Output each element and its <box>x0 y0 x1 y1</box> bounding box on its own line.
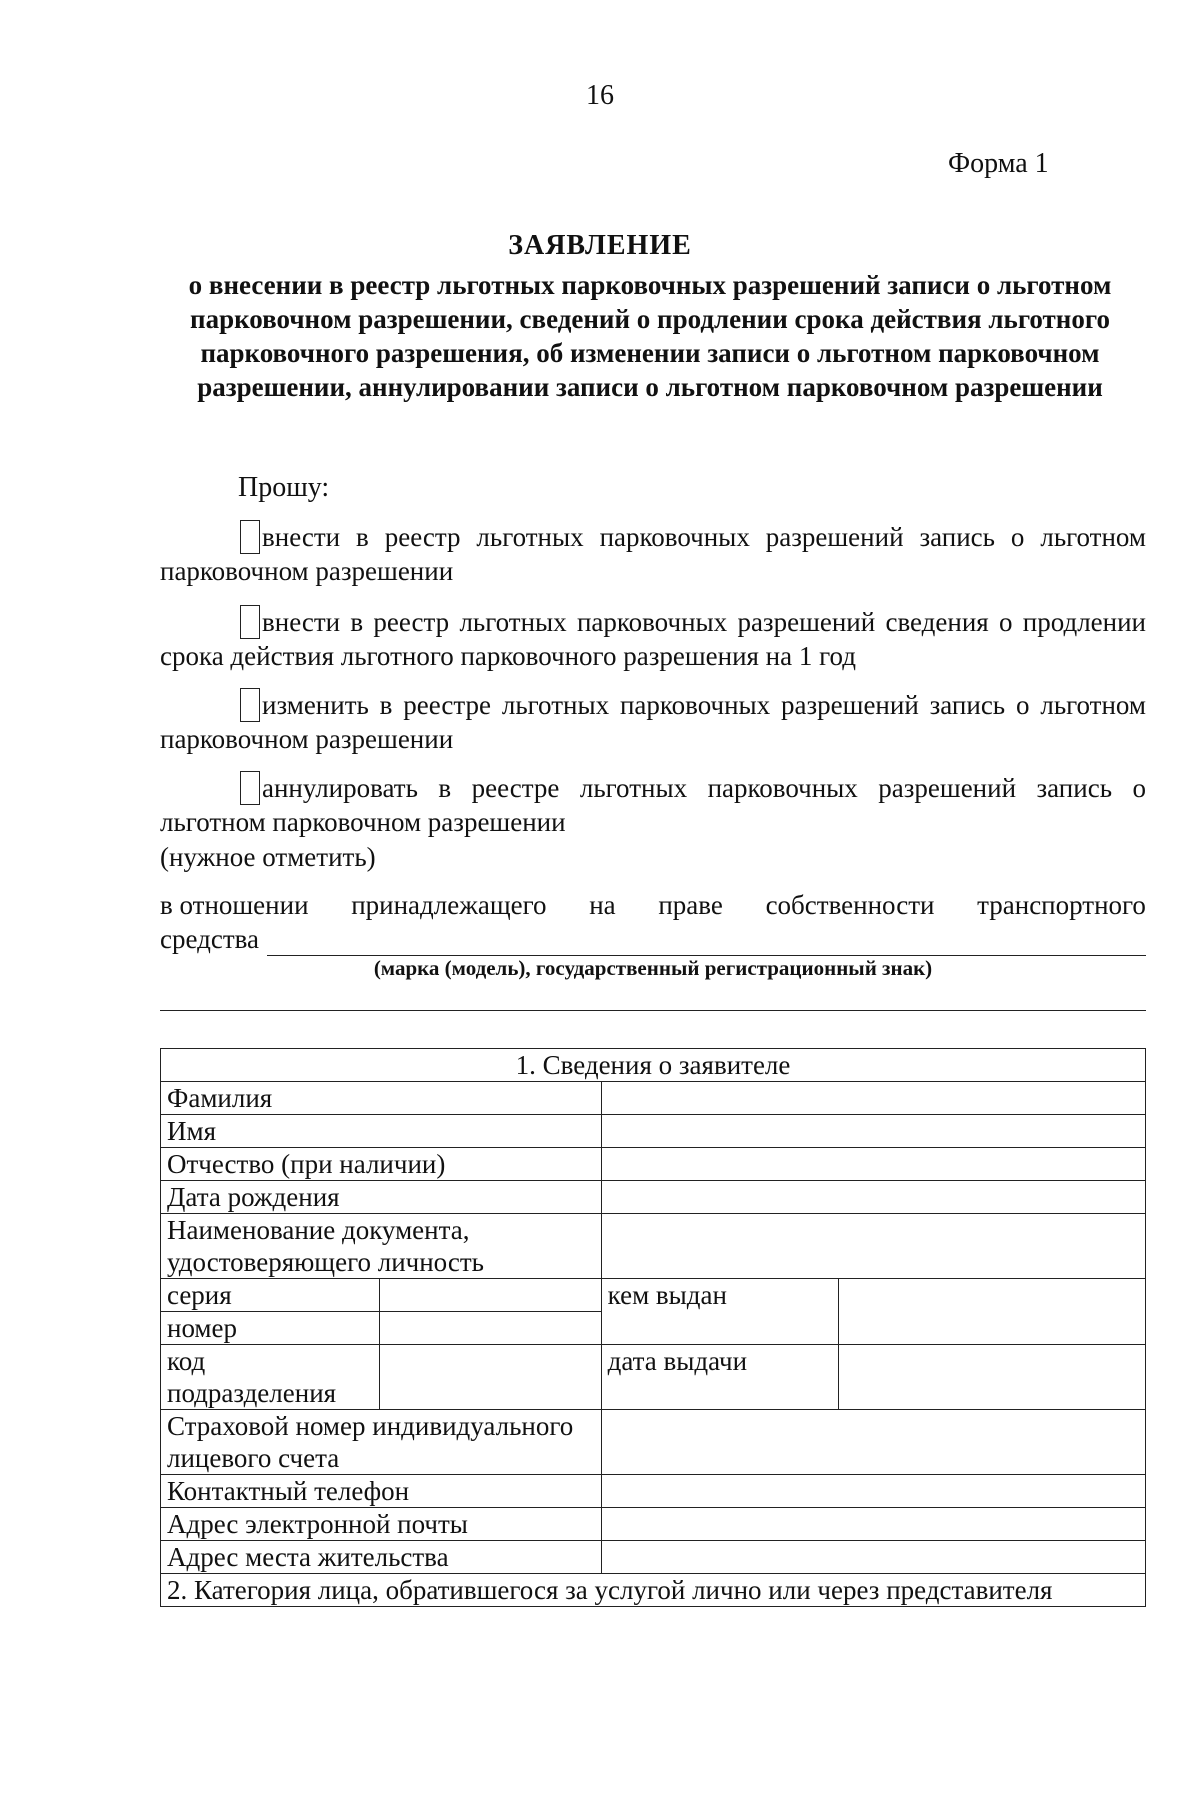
vehicle-input-line[interactable] <box>267 927 1146 956</box>
row-label-birth-date: Дата рождения <box>161 1181 602 1214</box>
checkbox-extend-term[interactable] <box>240 605 260 639</box>
option-add-record <box>160 520 1146 588</box>
first-name-field[interactable] <box>601 1115 1145 1148</box>
issued-by-field[interactable] <box>839 1279 1146 1345</box>
row-label-division-code: код подразделения <box>161 1345 380 1410</box>
form-label: Форма 1 <box>948 148 1049 179</box>
row-label-first-name: Имя <box>161 1115 602 1148</box>
document-subtitle: о внесении в реестр льготных парковочных разрешений записи о льготном парковочном разрешении, сведений о продлении срока действия льготного парковочного разрешения, об изменении записи о льготном парковочном разрешении, аннулировании записи о льготном парковочном разрешении <box>188 270 1112 402</box>
issue-date-field[interactable] <box>839 1345 1146 1410</box>
snils-field[interactable] <box>601 1410 1145 1475</box>
vehicle-input-line-2[interactable] <box>160 1010 1146 1011</box>
relation-word: в отношении <box>160 890 309 920</box>
last-name-field[interactable] <box>601 1082 1145 1115</box>
row-label-phone: Контактный телефон <box>161 1475 602 1508</box>
relation-word: собственности <box>765 890 935 920</box>
option-cancel-record <box>160 771 1146 839</box>
option-change-record-text: изменить в реестре льготных парковочных разрешений запись о льготном парковочном разрешении <box>160 690 1146 754</box>
mark-required-note: (нужное отметить) <box>160 842 376 872</box>
request-label: Прошу: <box>238 472 330 503</box>
row-label-issue-date: дата выдачи <box>601 1345 839 1410</box>
page-number: 16 <box>586 80 614 111</box>
option-add-record-text: внести в реестр льготных парковочных разрешений запись о льготном парковочном разрешении <box>160 522 1146 586</box>
row-label-patronymic: Отчество (при наличии) <box>161 1148 602 1181</box>
checkbox-add-record[interactable] <box>240 520 260 554</box>
number-field[interactable] <box>379 1312 601 1345</box>
phone-field[interactable] <box>601 1475 1145 1508</box>
option-change-record <box>160 688 1146 756</box>
section-2-header: 2. Категория лица, обратившегося за услугой лично или через представителя <box>161 1574 1146 1607</box>
vehicle-label: средства <box>160 924 260 954</box>
row-label-last-name: Фамилия <box>161 1082 602 1115</box>
row-label-series: серия <box>161 1279 380 1312</box>
document-title: ЗАЯВЛЕНИЕ <box>508 230 692 261</box>
email-field[interactable] <box>601 1508 1145 1541</box>
row-label-number: номер <box>161 1312 380 1345</box>
checkbox-cancel-record[interactable] <box>240 771 260 805</box>
patronymic-field[interactable] <box>601 1148 1145 1181</box>
relation-word: на <box>589 890 616 920</box>
relation-word: праве <box>658 890 723 920</box>
row-label-issued-by: кем выдан <box>601 1279 839 1345</box>
row-label-id-document: Наименование документа, удостоверяющего личность <box>161 1214 602 1279</box>
option-extend-term-text: внести в реестр льготных парковочных разрешений сведения о продлении срока действия льготного парковочного разрешения на 1 год <box>160 607 1146 671</box>
checkbox-change-record[interactable] <box>240 688 260 722</box>
division-code-field[interactable] <box>379 1345 601 1410</box>
row-label-email: Адрес электронной почты <box>161 1508 602 1541</box>
option-extend-term <box>160 605 1146 673</box>
series-field[interactable] <box>379 1279 601 1312</box>
vehicle-relation <box>160 888 1146 956</box>
option-cancel-record-text: аннулировать в реестре льготных парковочных разрешений запись о льготном парковочном разрешении <box>160 773 1146 837</box>
id-document-field[interactable] <box>601 1214 1145 1279</box>
row-label-snils: Страховой номер индивидуального лицевого счета <box>161 1410 602 1475</box>
birth-date-field[interactable] <box>601 1181 1145 1214</box>
row-label-address: Адрес места жительства <box>161 1541 602 1574</box>
vehicle-caption: (марка (модель), государственный регистрационный знак) <box>373 956 933 980</box>
relation-word: принадлежащего <box>351 890 547 920</box>
section-1-header: 1. Сведения о заявителе <box>161 1049 1146 1082</box>
address-field[interactable] <box>601 1541 1145 1574</box>
relation-word: транспортного <box>977 890 1146 920</box>
applicant-table <box>160 1048 1146 1607</box>
